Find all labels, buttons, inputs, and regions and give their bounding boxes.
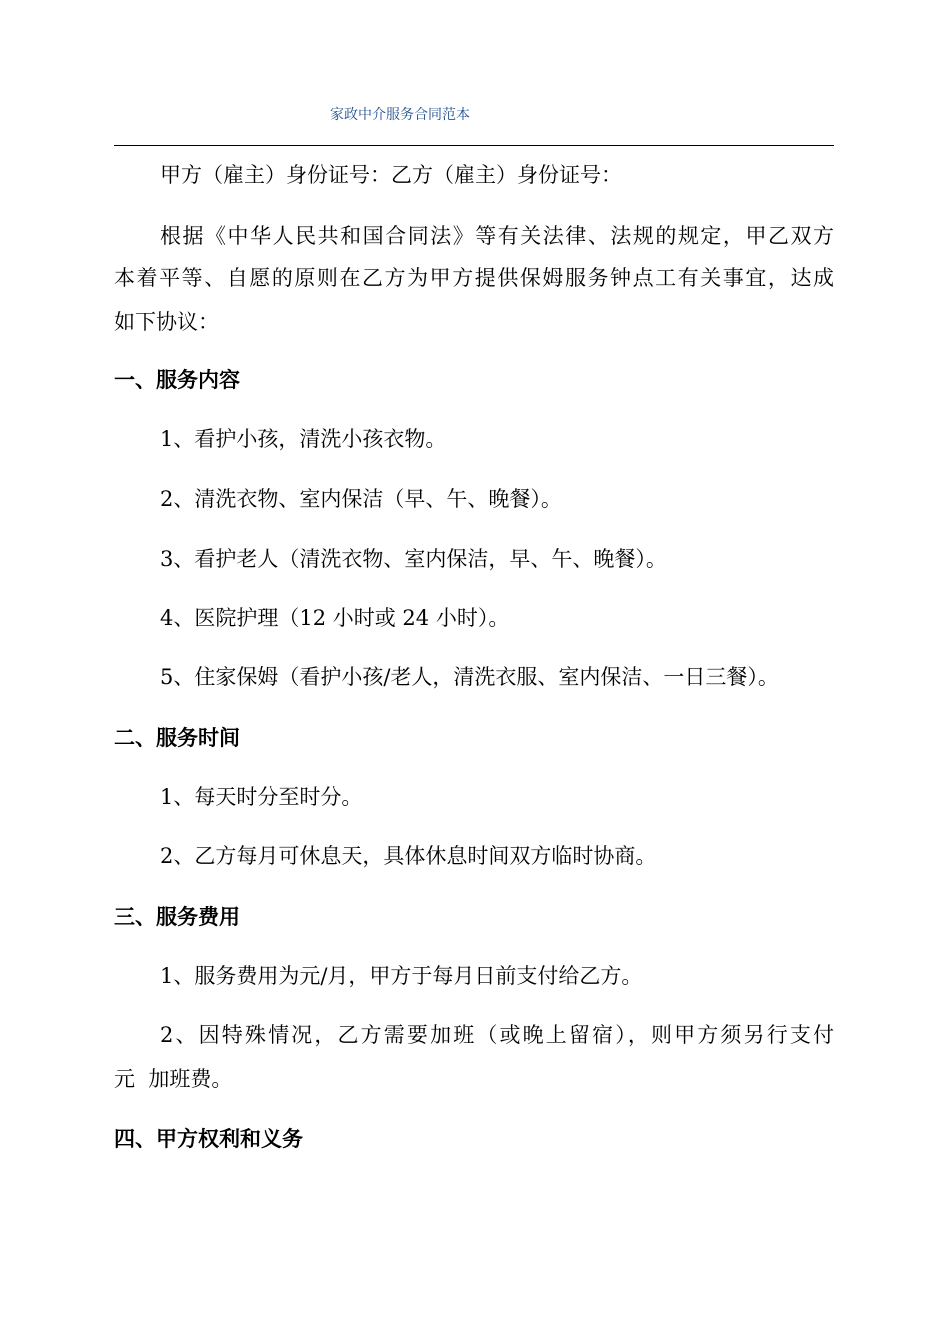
list-item: 3、看护老人（清洗衣物、室内保洁，早、午、晚餐）。 <box>160 547 667 571</box>
section-heading-service-time: 二、服务时间 <box>114 726 240 750</box>
header-divider <box>114 145 834 146</box>
parties-line: 甲方（雇主）身份证号：乙方（雇主）身份证号： <box>160 163 622 187</box>
header-title: 家政中介服务合同范本 <box>330 107 470 123</box>
list-item: 1、服务费用为元/月，甲方于每月日前支付给乙方。 <box>160 964 643 988</box>
section-heading-service-content: 一、服务内容 <box>114 368 240 392</box>
list-item: 4、医院护理（12 小时或 24 小时）。 <box>160 606 510 630</box>
list-item-continuation: 元 加班费。 <box>114 1067 233 1091</box>
section-heading-service-fee: 三、服务费用 <box>114 905 240 929</box>
intro-line-1: 根据《中华人民共和国合同法》等有关法律、法规的规定，甲乙双方 <box>160 224 834 248</box>
list-item: 2、清洗衣物、室内保洁（早、午、晚餐）。 <box>160 487 562 511</box>
list-item: 2、因特殊情况，乙方需要加班（或晚上留宿），则甲方须另行支付 <box>160 1023 834 1047</box>
list-item: 5、住家保姆（看护小孩/老人，清洗衣服、室内保洁、一日三餐）。 <box>160 665 779 689</box>
list-item: 2、乙方每月可休息天，具体休息时间双方临时协商。 <box>160 844 657 868</box>
list-item: 1、每天时分至时分。 <box>160 785 363 809</box>
list-item: 1、看护小孩，清洗小孩衣物。 <box>160 427 447 451</box>
intro-line-3: 如下协议： <box>114 310 219 334</box>
intro-line-2: 本着平等、自愿的原则在乙方为甲方提供保姆服务钟点工有关事宜，达成 <box>114 266 834 290</box>
section-heading-party-a-rights: 四、甲方权利和义务 <box>114 1127 303 1151</box>
